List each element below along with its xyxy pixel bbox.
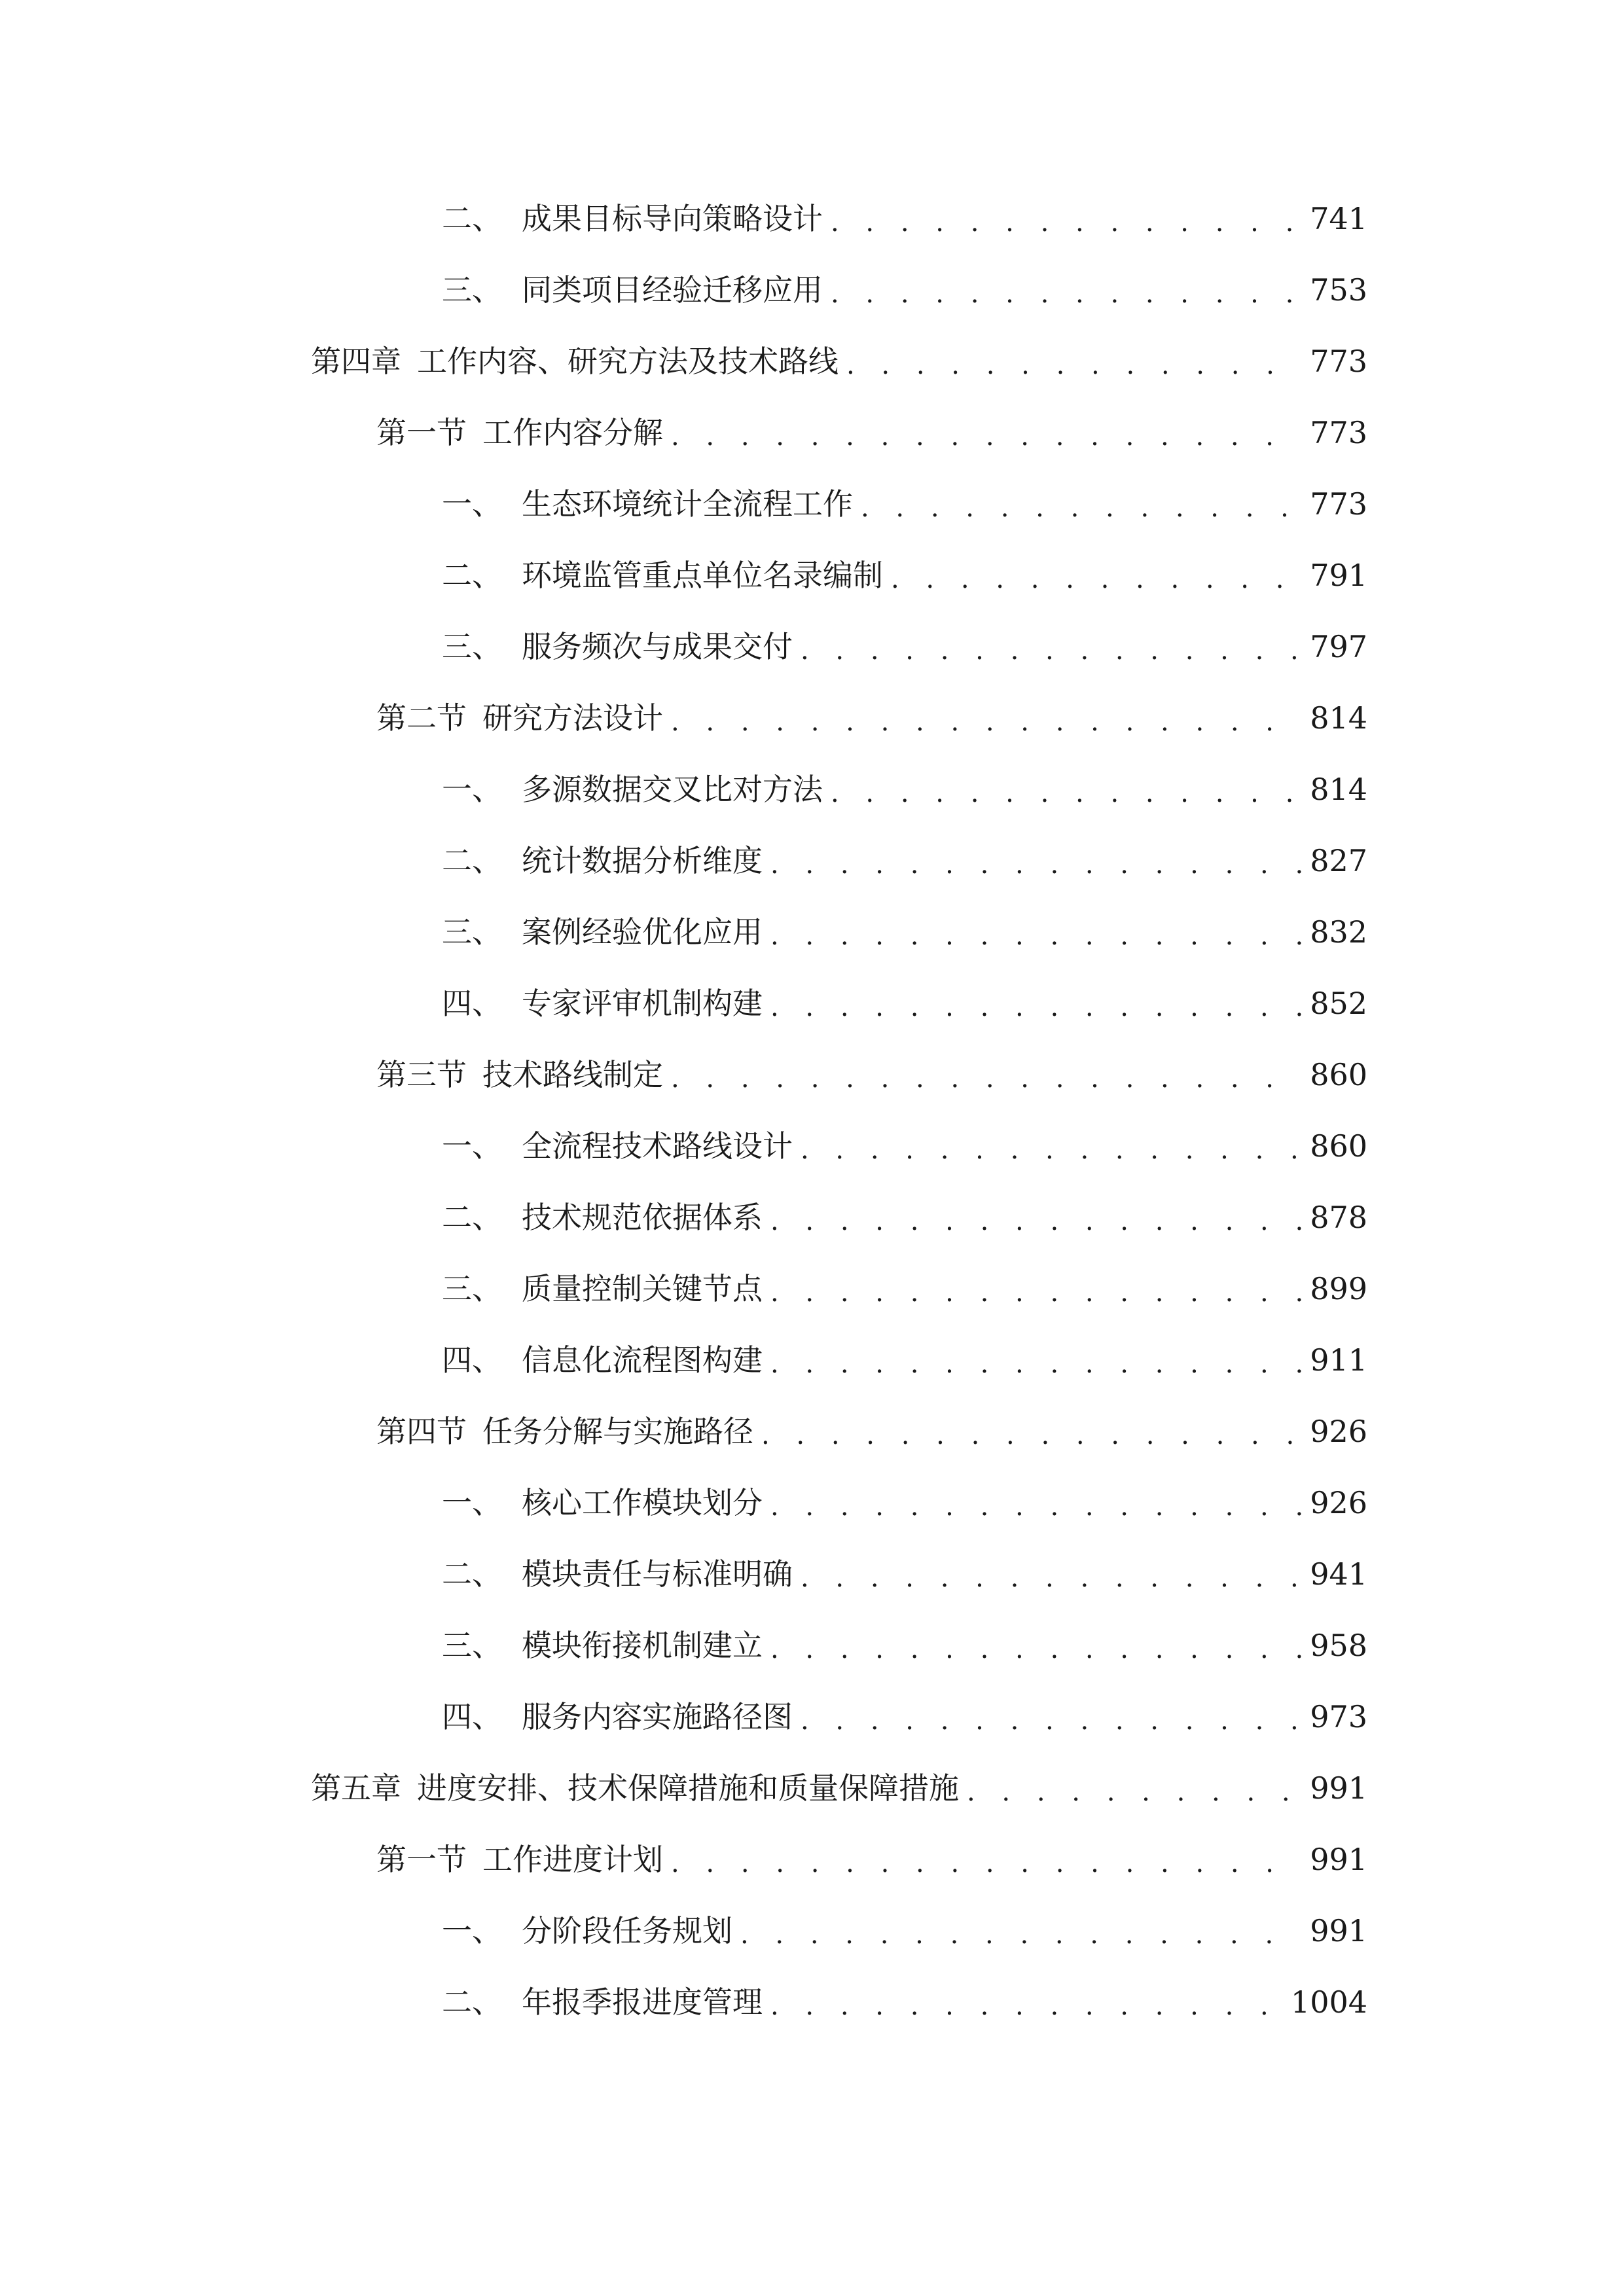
toc-entry[interactable] bbox=[0, 1120, 1624, 1172]
dot-leader bbox=[671, 692, 1302, 744]
toc-entry-number: 三、 bbox=[442, 272, 502, 308]
toc-entry-title: 技术规范依据体系 bbox=[522, 1200, 763, 1235]
toc-entry-title: 模块衔接机制建立 bbox=[522, 1628, 763, 1663]
dot-leader bbox=[967, 1762, 1302, 1814]
toc-entry-number: 三、 bbox=[442, 1271, 502, 1306]
toc-entry-page-number: 899 bbox=[1310, 1271, 1367, 1306]
toc-entry-page-number: 878 bbox=[1310, 1200, 1367, 1235]
toc-entry[interactable] bbox=[0, 763, 1624, 816]
toc-entry-title: 年报季报进度管理 bbox=[522, 1984, 763, 2020]
toc-entry[interactable] bbox=[0, 977, 1624, 1030]
toc-entry[interactable] bbox=[0, 1905, 1624, 1957]
toc-entry-title: 生态环境统计全流程工作 bbox=[522, 486, 853, 522]
toc-entry-number: 三、 bbox=[442, 629, 502, 664]
toc-entry-number: 一、 bbox=[442, 1913, 502, 1948]
dot-leader bbox=[740, 1905, 1302, 1957]
toc-entry-page-number: 791 bbox=[1310, 558, 1367, 593]
toc-entry-page-number: 991 bbox=[1310, 1913, 1367, 1948]
toc-entry-page-number: 941 bbox=[1310, 1556, 1367, 1592]
toc-entry-title: 多源数据交叉比对方法 bbox=[522, 772, 823, 807]
toc-entry-number: 四、 bbox=[442, 1342, 502, 1378]
toc-entry-number: 三、 bbox=[442, 914, 502, 950]
dot-leader bbox=[891, 549, 1302, 601]
toc-entry-page-number: 958 bbox=[1310, 1628, 1367, 1663]
toc-entry-title: 服务内容实施路径图 bbox=[522, 1699, 793, 1734]
toc-entry-title: 任务分解与实施路径 bbox=[482, 1414, 753, 1449]
dot-leader bbox=[770, 1477, 1302, 1529]
toc-entry-page-number: 741 bbox=[1310, 201, 1367, 236]
toc-entry[interactable] bbox=[0, 906, 1624, 958]
toc-entry-title: 工作进度计划 bbox=[482, 1842, 663, 1877]
toc-entry-number: 二、 bbox=[442, 558, 502, 593]
toc-entry-title: 信息化流程图构建 bbox=[522, 1342, 763, 1378]
toc-entry-title: 案例经验优化应用 bbox=[522, 914, 763, 950]
toc-entry-page-number: 753 bbox=[1310, 272, 1367, 308]
toc-entry-title: 服务频次与成果交付 bbox=[522, 629, 793, 664]
toc-entry-number: 二、 bbox=[442, 1556, 502, 1592]
toc-entry[interactable] bbox=[0, 1263, 1624, 1315]
toc-entry-number: 二、 bbox=[442, 1200, 502, 1235]
dot-leader bbox=[801, 1548, 1302, 1600]
toc-entry-number: 第五章 bbox=[311, 1770, 401, 1806]
toc-entry-title: 全流程技术路线设计 bbox=[522, 1128, 793, 1164]
toc-entry-number: 第一节 bbox=[376, 1842, 467, 1877]
dot-leader bbox=[861, 478, 1302, 530]
dot-leader bbox=[831, 264, 1302, 316]
dot-leader bbox=[770, 1334, 1302, 1386]
dot-leader bbox=[671, 406, 1302, 459]
dot-leader bbox=[770, 977, 1302, 1030]
toc-entry-section[interactable] bbox=[0, 692, 1624, 744]
toc-entry-page-number: 911 bbox=[1310, 1342, 1367, 1378]
dot-leader bbox=[831, 192, 1302, 245]
dot-leader bbox=[801, 620, 1302, 673]
dot-leader bbox=[671, 1049, 1302, 1101]
toc-entry-number: 一、 bbox=[442, 486, 502, 522]
toc-entry-chapter[interactable] bbox=[0, 335, 1624, 387]
toc-entry[interactable] bbox=[0, 1477, 1624, 1529]
toc-entry-page-number: 773 bbox=[1310, 486, 1367, 522]
toc-entry[interactable] bbox=[0, 1976, 1624, 2028]
toc-entry-page-number: 852 bbox=[1310, 986, 1367, 1021]
toc-entry[interactable] bbox=[0, 264, 1624, 316]
dot-leader bbox=[770, 834, 1302, 887]
toc-entry-page-number: 860 bbox=[1310, 1128, 1367, 1164]
toc-entry-section[interactable] bbox=[0, 1049, 1624, 1101]
toc-entry-page-number: 773 bbox=[1310, 415, 1367, 450]
toc-entry-page-number: 991 bbox=[1310, 1842, 1367, 1877]
toc-entry-section[interactable] bbox=[0, 1833, 1624, 1886]
toc-entry-number: 第一节 bbox=[376, 415, 467, 450]
toc-entry-number: 一、 bbox=[442, 1128, 502, 1164]
toc-entry-chapter[interactable] bbox=[0, 1762, 1624, 1814]
toc-entry-title: 进度安排、技术保障措施和质量保障措施 bbox=[417, 1770, 959, 1806]
dot-leader bbox=[770, 1263, 1302, 1315]
dot-leader bbox=[801, 1120, 1302, 1172]
toc-entry-number: 第二节 bbox=[376, 700, 467, 736]
toc-entry-number: 二、 bbox=[442, 1984, 502, 2020]
toc-entry-number: 二、 bbox=[442, 201, 502, 236]
toc-entry[interactable] bbox=[0, 192, 1624, 245]
toc-entry-title: 工作内容、研究方法及技术路线 bbox=[417, 344, 839, 379]
toc-entry-page-number: 827 bbox=[1310, 843, 1367, 878]
toc-entry-page-number: 814 bbox=[1310, 700, 1367, 736]
toc-entry-title: 环境监管重点单位名录编制 bbox=[522, 558, 883, 593]
toc-entry-number: 二、 bbox=[442, 843, 502, 878]
toc-entry-page-number: 773 bbox=[1310, 344, 1367, 379]
toc-entry-page-number: 860 bbox=[1310, 1057, 1367, 1092]
dot-leader bbox=[831, 763, 1302, 816]
dot-leader bbox=[770, 1619, 1302, 1672]
toc-entry-title: 质量控制关键节点 bbox=[522, 1271, 763, 1306]
toc-entry-number: 四、 bbox=[442, 1699, 502, 1734]
dot-leader bbox=[761, 1405, 1302, 1458]
dot-leader bbox=[846, 335, 1302, 387]
toc-entry-title: 分阶段任务规划 bbox=[522, 1913, 732, 1948]
toc-entry[interactable] bbox=[0, 1691, 1624, 1743]
toc-entry-page-number: 1004 bbox=[1290, 1984, 1367, 2020]
toc-entry[interactable] bbox=[0, 549, 1624, 601]
toc-entry-section[interactable] bbox=[0, 406, 1624, 459]
toc-entry[interactable] bbox=[0, 620, 1624, 673]
dot-leader bbox=[671, 1833, 1302, 1886]
toc-entry-title: 成果目标导向策略设计 bbox=[522, 201, 823, 236]
toc-entry-number: 三、 bbox=[442, 1628, 502, 1663]
toc-entry-title: 模块责任与标准明确 bbox=[522, 1556, 793, 1592]
toc-entry-number: 四、 bbox=[442, 986, 502, 1021]
toc-entry-page-number: 814 bbox=[1310, 772, 1367, 807]
toc-entry-page-number: 991 bbox=[1310, 1770, 1367, 1806]
toc-entry-title: 专家评审机制构建 bbox=[522, 986, 763, 1021]
toc-entry-page-number: 832 bbox=[1310, 914, 1367, 950]
toc-entry-page-number: 926 bbox=[1310, 1414, 1367, 1449]
toc-entry[interactable] bbox=[0, 1191, 1624, 1244]
toc-entry-title: 统计数据分析维度 bbox=[522, 843, 763, 878]
toc-entry-title: 技术路线制定 bbox=[482, 1057, 663, 1092]
toc-entry-title: 同类项目经验迁移应用 bbox=[522, 272, 823, 308]
toc-entry-title: 工作内容分解 bbox=[482, 415, 663, 450]
toc-entry-number: 第四节 bbox=[376, 1414, 467, 1449]
toc-entry[interactable] bbox=[0, 1548, 1624, 1600]
toc-entry[interactable] bbox=[0, 478, 1624, 530]
toc-entry[interactable] bbox=[0, 834, 1624, 887]
toc-entry-number: 一、 bbox=[442, 1485, 502, 1520]
toc-entry[interactable] bbox=[0, 1334, 1624, 1386]
toc-entry-page-number: 926 bbox=[1310, 1485, 1367, 1520]
dot-leader bbox=[770, 1976, 1284, 2028]
dot-leader bbox=[770, 906, 1302, 958]
toc-entry-number: 一、 bbox=[442, 772, 502, 807]
toc-entry-section[interactable] bbox=[0, 1405, 1624, 1458]
toc-entry[interactable] bbox=[0, 1619, 1624, 1672]
toc-entry-number: 第四章 bbox=[311, 344, 401, 379]
toc-entry-title: 研究方法设计 bbox=[482, 700, 663, 736]
dot-leader bbox=[801, 1691, 1302, 1743]
toc-entry-page-number: 797 bbox=[1310, 629, 1367, 664]
dot-leader bbox=[770, 1191, 1302, 1244]
toc-entry-number: 第三节 bbox=[376, 1057, 467, 1092]
toc-entry-page-number: 973 bbox=[1310, 1699, 1367, 1734]
toc-entry-title: 核心工作模块划分 bbox=[522, 1485, 763, 1520]
